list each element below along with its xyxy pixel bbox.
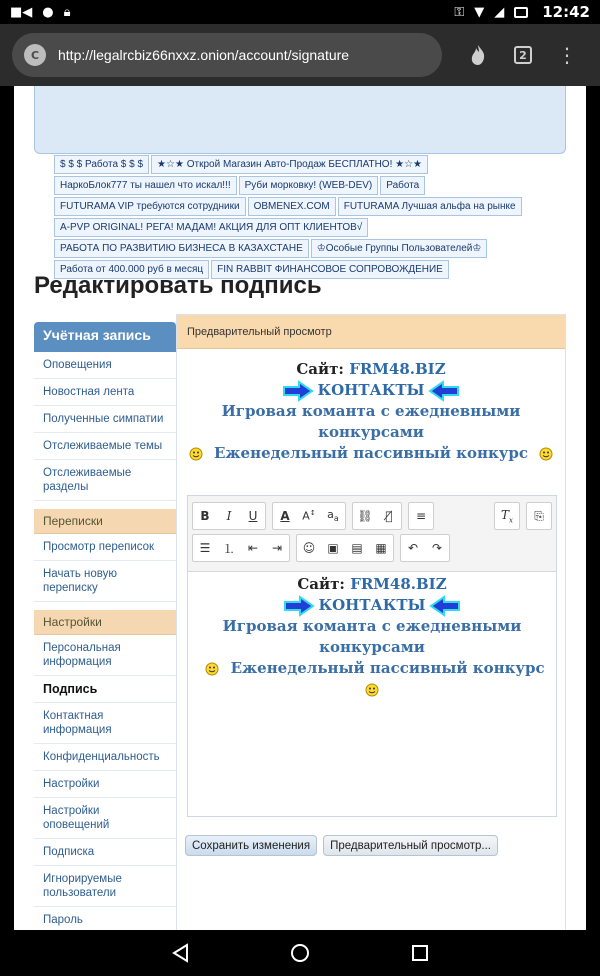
font-size-button[interactable]: A↕ bbox=[302, 509, 316, 523]
ad-link[interactable]: $ $ $ Работа $ $ $ bbox=[54, 155, 149, 174]
site-info-icon[interactable]: C bbox=[24, 44, 46, 66]
contacts-link[interactable]: КОНТАКТЫ bbox=[317, 381, 425, 399]
sidebar-item-alerts[interactable]: Оповещения bbox=[34, 352, 176, 379]
sidebar-item-contact-details[interactable]: Контактная информация bbox=[34, 703, 176, 744]
ad-link[interactable]: ♔Особые Группы Пользователей♔ bbox=[311, 239, 488, 258]
toggle-bbcode-icon[interactable]: ⎘ bbox=[534, 508, 544, 523]
account-sidebar bbox=[34, 322, 176, 975]
sidebar-item-view-conversations[interactable]: Просмотр переписок bbox=[34, 534, 176, 561]
sidebar-item-start-conversation[interactable]: Начать новую переписку bbox=[34, 561, 176, 602]
arrow-right-icon bbox=[284, 596, 314, 616]
team-line: Игровая команта с ежедневными конкурсами bbox=[222, 617, 522, 656]
contest-line: Еженедельный пассивный конкурс bbox=[177, 443, 565, 464]
site-link[interactable]: FRM48.BIZ bbox=[349, 360, 446, 378]
link-icon[interactable]: ⛓ bbox=[357, 509, 373, 523]
sidebar-item-personal-details[interactable]: Персональная информация bbox=[34, 635, 176, 676]
back-icon[interactable] bbox=[165, 938, 195, 968]
save-button[interactable]: Сохранить изменения bbox=[185, 835, 317, 856]
overflow-menu-icon[interactable]: ⋮ bbox=[557, 43, 577, 67]
wifi-icon: ▼ bbox=[474, 4, 485, 20]
key-icon: ⚿ bbox=[454, 4, 465, 20]
sidebar-group-settings: Настройки bbox=[34, 610, 176, 635]
contest-line: Еженедельный пассивный конкурс bbox=[188, 658, 556, 679]
numbered-list-icon[interactable]: ⒈ bbox=[222, 541, 235, 556]
smiley-icon bbox=[189, 447, 203, 461]
trailing-smiley-line bbox=[188, 679, 556, 700]
contacts-line: КОНТАКТЫ bbox=[188, 595, 556, 616]
text-color-button[interactable]: A bbox=[280, 509, 290, 523]
tab-switcher-button[interactable]: 2 bbox=[514, 46, 532, 64]
signature-editor bbox=[187, 495, 557, 817]
battery-icon bbox=[514, 7, 528, 18]
remove-format-icon[interactable]: $T_x$ bbox=[501, 507, 513, 525]
arrow-right-icon bbox=[283, 381, 313, 401]
ad-link[interactable]: ★☆★ Открой Магазин Авто-Продаж БЕСПЛАТНО! ★☆★ bbox=[151, 155, 428, 174]
sidebar-group-conversations: Переписки bbox=[34, 509, 176, 534]
recents-icon[interactable] bbox=[405, 938, 435, 968]
video-camera-icon: ■◀ bbox=[10, 4, 33, 20]
sidebar-item-watched-forums[interactable]: Отслеживаемые разделы bbox=[34, 460, 176, 501]
sidebar-item-likes[interactable]: Полученные симпатии bbox=[34, 406, 176, 433]
sidebar-item-alert-preferences[interactable]: Настройки оповещений bbox=[34, 798, 176, 839]
status-bar bbox=[0, 0, 600, 24]
site-line: Сайт: FRM48.BIZ bbox=[297, 575, 447, 593]
ad-link[interactable]: FUTURAMA VIP требуются сотрудники bbox=[54, 197, 246, 216]
redo-icon[interactable]: ↷ bbox=[431, 541, 443, 555]
align-icon[interactable]: ≡ bbox=[415, 509, 427, 523]
bullet-list-icon[interactable]: ☰ bbox=[199, 541, 211, 555]
signature-preview bbox=[177, 359, 565, 464]
smiley-icon bbox=[365, 683, 379, 697]
web-page bbox=[14, 86, 586, 930]
site-line: Сайт: FRM48.BIZ bbox=[296, 360, 446, 378]
smiley-icon bbox=[205, 662, 219, 676]
page-title: Редактировать подпись bbox=[34, 272, 322, 299]
ad-link[interactable]: FUTURAMA Лучшая альфа на рынке bbox=[338, 197, 522, 216]
smiley-icon bbox=[539, 447, 553, 461]
sidebar-item-signature[interactable]: Подпись bbox=[34, 676, 176, 703]
ad-link[interactable]: OBMENEX.COM bbox=[248, 197, 336, 216]
insert-icon[interactable]: ▦ bbox=[375, 541, 387, 555]
editor-toolbar bbox=[188, 496, 556, 572]
preview-button[interactable]: Предварительный просмотр... bbox=[323, 835, 498, 856]
undo-icon[interactable]: ↶ bbox=[407, 541, 419, 555]
team-line: Игровая команта с ежедневными конкурсами bbox=[221, 402, 521, 441]
ad-link[interactable]: Работа bbox=[380, 176, 425, 195]
smilie-icon[interactable]: ☺ bbox=[302, 541, 316, 555]
indent-icon[interactable]: ⇥ bbox=[271, 541, 283, 555]
signal-icon: ◢ bbox=[494, 4, 505, 20]
font-family-button[interactable]: $a_a$ bbox=[327, 508, 339, 524]
water-drop-icon: ● bbox=[42, 4, 54, 20]
sidebar-item-password[interactable]: Пароль bbox=[34, 907, 176, 934]
image-icon[interactable]: ▣ bbox=[327, 541, 339, 555]
signature-panel bbox=[176, 314, 566, 934]
banner-area bbox=[34, 86, 566, 154]
address-bar[interactable] bbox=[12, 33, 442, 77]
bold-button[interactable]: B bbox=[200, 509, 210, 523]
browser-toolbar bbox=[0, 24, 600, 86]
ad-link[interactable]: FIN RABBIT ФИНАНСОВОЕ СОПРОВОЖДЕНИЕ bbox=[211, 260, 449, 279]
arrow-left-icon bbox=[430, 596, 460, 616]
sidebar-item-ignored-users[interactable]: Игнорируемые пользователи bbox=[34, 866, 176, 907]
url-text[interactable]: http://legalrcbiz66nxxz.onion/account/signature bbox=[58, 47, 350, 63]
sidebar-item-privacy[interactable]: Конфиденциальность bbox=[34, 744, 176, 771]
ad-link[interactable]: A-PVP ORIGINAL! РЕГА! МАДАМ! АКЦИЯ ДЛЯ ОПТ КЛИЕНТОВ√ bbox=[54, 218, 368, 237]
sidebar-item-watched-threads[interactable]: Отслеживаемые темы bbox=[34, 433, 176, 460]
lock-icon: 🔒︎ bbox=[63, 4, 71, 20]
form-actions bbox=[185, 835, 498, 856]
sidebar-item-upgrades[interactable]: Подписка bbox=[34, 839, 176, 866]
media-icon[interactable]: ▤ bbox=[351, 541, 363, 555]
unlink-icon[interactable]: ⛓̸ bbox=[385, 509, 393, 523]
clock: 12:42 bbox=[542, 3, 590, 21]
preview-header: Предварительный просмотр bbox=[177, 315, 565, 349]
ad-link[interactable]: Работа от 400.000 руб в месяц bbox=[54, 260, 209, 279]
italic-button[interactable]: I bbox=[226, 509, 232, 523]
ad-links bbox=[54, 155, 524, 281]
fire-icon[interactable] bbox=[458, 35, 498, 75]
sidebar-header[interactable]: Учётная запись bbox=[34, 322, 176, 352]
underline-button[interactable]: U bbox=[248, 509, 258, 523]
ad-link[interactable]: Руби морковку! (WEB-DEV) bbox=[239, 176, 379, 195]
ad-link[interactable]: НаркоБлок777 ты нашел что искал!!! bbox=[54, 176, 237, 195]
arrow-left-icon bbox=[429, 381, 459, 401]
editor-content[interactable] bbox=[188, 574, 556, 700]
outdent-icon[interactable]: ⇤ bbox=[247, 541, 259, 555]
home-icon[interactable] bbox=[285, 938, 315, 968]
contacts-line bbox=[177, 380, 565, 401]
system-nav-bar bbox=[0, 930, 600, 976]
sidebar-item-news-feed[interactable]: Новостная лента bbox=[34, 379, 176, 406]
sidebar-item-preferences[interactable]: Настройки bbox=[34, 771, 176, 798]
ad-link[interactable]: РАБОТА ПО РАЗВИТИЮ БИЗНЕСА В КАЗАХСТАНЕ bbox=[54, 239, 309, 258]
